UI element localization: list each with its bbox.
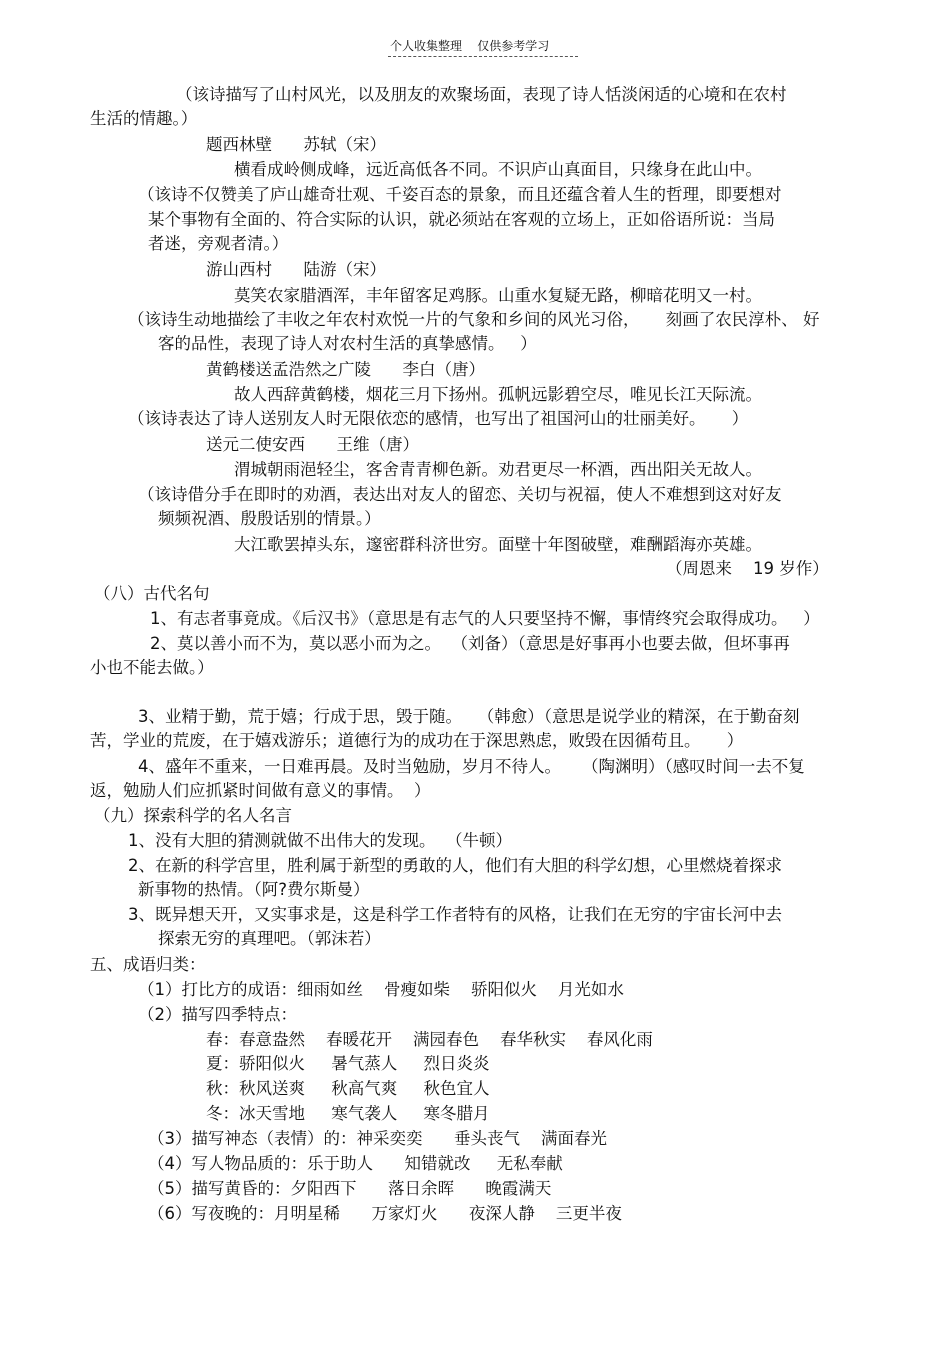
header-divider <box>388 56 578 57</box>
poem-text: 莫笑农家腊酒浑，丰年留客足鸡豚。山重水复疑无路，柳暗花明又一村。 <box>234 286 762 305</box>
idiom-category: （5）描写黄昏的：夕阳西下 落日余晖 晚霞满天 <box>148 1179 552 1198</box>
poem-note-line: （该诗表达了诗人送别友人时无限依恋的感情，也写出了祖国河山的壮丽美好。 ） <box>128 409 749 428</box>
poem-title: 黄鹤楼送孟浩然之广陵 李白（唐） <box>206 360 485 379</box>
quote-item: 3、业精于勤，荒于嬉；行成于思，毁于随。 （韩愈）（意思是说学业的精深，在于勤奋刻 <box>138 707 800 726</box>
poem-note-line: （该诗生动地描绘了丰收之年农村欢悦一片的气象和乡间的风光习俗， 刻画了农民淳朴、 好 <box>128 310 820 329</box>
quote-item: 1、有志者事竟成。《后汉书》（意思是有志气的人只要坚持不懈，事情终究会取得成功。 ） <box>150 609 820 628</box>
quote-item: 新事物的热情。（阿?费尔斯曼） <box>138 880 370 899</box>
poem-author: （周恩来 19 岁作） <box>666 559 829 578</box>
poem-note-line: 者迷，旁观者清。） <box>148 234 289 253</box>
poem-note-line: 频频祝酒、殷殷话别的情景。） <box>158 509 381 528</box>
idiom-category: （6）写夜晚的：月明星稀 万家灯火 夜深人静 三更半夜 <box>148 1204 622 1223</box>
poem-note-line: （该诗不仅赞美了庐山雄奇壮观、千姿百态的景象，而且还蕴含着人生的哲理，即要想对 <box>138 185 782 204</box>
idiom-category: （1）打比方的成语：细雨如丝 骨瘦如柴 骄阳似火 月光如水 <box>138 980 624 999</box>
idiom-season: 冬：冰天雪地 寒气袭人 寒冬腊月 <box>206 1104 490 1123</box>
quote-item: 2、莫以善小而不为，莫以恶小而为之。 （刘备）（意思是好事再小也要去做，但坏事再 <box>150 634 790 653</box>
idiom-season: 夏：骄阳似火 暑气蒸人 烈日炎炎 <box>206 1054 490 1073</box>
quote-item: 4、盛年不重来，一日难再晨。及时当勉励，岁月不待人。 （陶渊明）（感叹时间一去不复 <box>138 757 805 776</box>
poem-text: 故人西辞黄鹤楼，烟花三月下扬州。孤帆远影碧空尽，唯见长江天际流。 <box>234 385 762 404</box>
idiom-category: （4）写人物品质的：乐于助人 知错就改 无私奉献 <box>148 1154 563 1173</box>
quote-item: 探索无穷的真理吧。（郭沫若） <box>158 929 381 948</box>
page-header: 个人收集整理 仅供参考学习 <box>390 39 550 53</box>
quote-item: 2、在新的科学宫里，胜利属于新型的勇敢的人，他们有大胆的科学幻想，心里燃烧着探求 <box>128 856 782 875</box>
idiom-category: （2）描写四季特点： <box>138 1005 297 1024</box>
section-heading: 五、成语归类： <box>90 955 206 974</box>
poem-note-line: （该诗借分手在即时的劝酒，表达出对友人的留恋、关切与祝福，使人不难想到这对好友 <box>138 485 782 504</box>
section-heading: （八）古代名句 <box>94 584 210 603</box>
idiom-season: 秋：秋风送爽 秋高气爽 秋色宜人 <box>206 1079 490 1098</box>
quote-item: 3、既异想天开，又实事求是，这是科学工作者特有的风格，让我们在无穷的宇宙长河中去 <box>128 905 782 924</box>
quote-item: 苦，学业的荒废，在于嬉戏游乐；道德行为的成功在于深思熟虑，败毁在因循苟且。 ） <box>90 731 744 750</box>
poem-note-line: 客的品性，表现了诗人对农村生活的真挚感情。 ） <box>158 334 537 353</box>
poem-text: 渭城朝雨浥轻尘，客舍青青柳色新。劝君更尽一杯酒，西出阳关无故人。 <box>234 460 762 479</box>
idiom-category: （3）描写神态（表情）的：神采奕奕 垂头丧气 满面春光 <box>148 1129 607 1148</box>
poem-note-line: 生活的情趣。） <box>90 109 198 128</box>
idiom-season: 春：春意盎然 春暖花开 满园春色 春华秋实 春风化雨 <box>206 1030 653 1049</box>
section-heading: （九）探索科学的名人名言 <box>94 806 292 825</box>
poem-note-line: 某个事物有全面的、符合实际的认识，就必须站在客观的立场上，正如俗语所说：当局 <box>148 210 775 229</box>
poem-title: 题西林壁 苏轼（宋） <box>206 135 386 154</box>
quote-item: 返，勉励人们应抓紧时间做有意义的事情。 ） <box>90 781 431 800</box>
poem-title: 游山西村 陆游（宋） <box>206 260 386 279</box>
poem-text: 横看成岭侧成峰，远近高低各不同。不识庐山真面目，只缘身在此山中。 <box>234 160 762 179</box>
quote-item: 小也不能去做。） <box>90 658 214 677</box>
poem-text: 大江歌罢掉头东，邃密群科济世穷。面壁十年图破壁，难酬蹈海亦英雄。 <box>234 535 762 554</box>
quote-item: 1、没有大胆的猜测就做不出伟大的发现。 （牛顿） <box>128 831 512 850</box>
poem-note-line: （该诗描写了山村风光，以及朋友的欢聚场面，表现了诗人恬淡闲适的心境和在农村 <box>176 85 787 104</box>
poem-title: 送元二使安西 王维（唐） <box>206 435 419 454</box>
